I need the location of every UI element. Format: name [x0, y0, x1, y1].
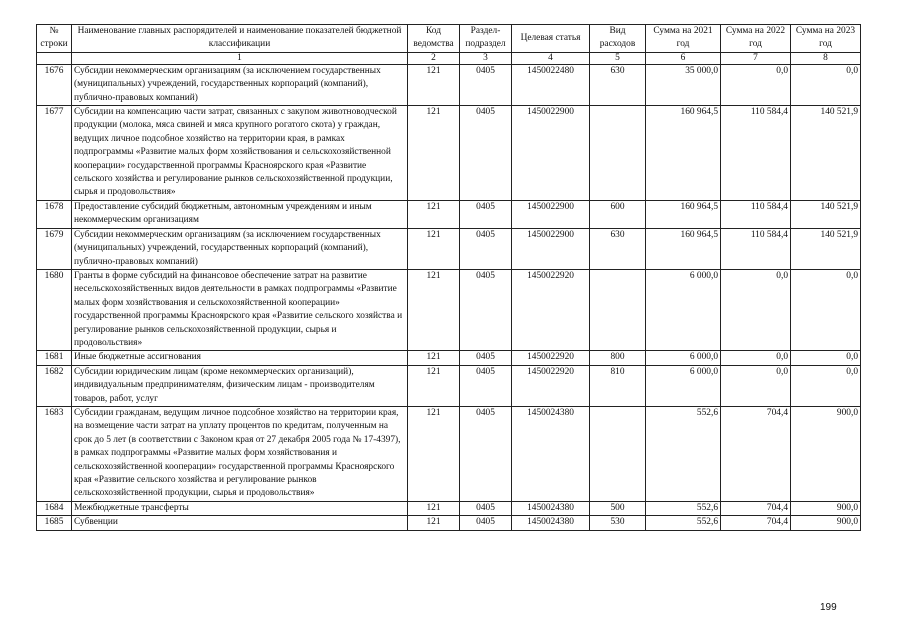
header-section: Раздел-подраздел [460, 25, 512, 53]
row-number: 1677 [37, 106, 72, 201]
row-expense-type: 800 [590, 351, 646, 365]
row-number: 1676 [37, 64, 72, 105]
row-sum-2021: 552,6 [646, 516, 721, 530]
page-number: 199 [820, 602, 837, 613]
row-sum-2023: 140 521,9 [791, 228, 861, 269]
row-dept-code: 121 [408, 516, 460, 530]
table-row [37, 269, 861, 350]
row-name: Предоставление субсидий бюджетным, автономным учреждениям и иным некоммерческим организациям [72, 200, 408, 228]
row-dept-code: 121 [408, 406, 460, 501]
table-row [37, 200, 861, 228]
row-section: 0405 [460, 269, 512, 350]
row-number: 1681 [37, 351, 72, 365]
row-sum-2022: 0,0 [721, 269, 791, 350]
row-section: 0405 [460, 106, 512, 201]
row-number: 1680 [37, 269, 72, 350]
column-number: 1 [72, 52, 408, 64]
row-dept-code: 121 [408, 64, 460, 105]
row-sum-2021: 6 000,0 [646, 365, 721, 406]
row-sum-2022: 110 584,4 [721, 200, 791, 228]
row-expense-type: 500 [590, 501, 646, 515]
row-expense-type: 630 [590, 228, 646, 269]
row-sum-2021: 552,6 [646, 501, 721, 515]
column-number: 5 [590, 52, 646, 64]
column-number-row [37, 52, 861, 64]
row-target-article: 1450024380 [512, 501, 590, 515]
row-name: Субсидии некоммерческим организациям (за исключением государственных (муниципальных) учреждений, государственных корпораций (компаний), публично-правовых компаний) [72, 64, 408, 105]
row-sum-2022: 704,4 [721, 501, 791, 515]
table-header [37, 25, 861, 65]
row-target-article: 1450022900 [512, 200, 590, 228]
row-name: Субвенции [72, 516, 408, 530]
row-name: Субсидии гражданам, ведущим личное подсобное хозяйство на территории края, на возмещение части затрат на уплату процентов по кредитам, полученным на срок до 5 лет (в соответствии с Законом края от 27 декабря 2005 года № 17-4397), в рамках подпрограммы «Развитие малых форм хозяйствования и сельскохозяйственной кооперации» государственной программы Красноярского края «Развитие сельского хозяйства и регулирование рынков сельскохозяйственной продукции, сырья и продовольствия» [72, 406, 408, 501]
row-target-article: 1450022920 [512, 351, 590, 365]
column-number: 8 [791, 52, 861, 64]
row-sum-2022: 110 584,4 [721, 228, 791, 269]
header-sum-2021: Сумма на 2021 год [646, 25, 721, 53]
column-number: 7 [721, 52, 791, 64]
header-expense-type: Вид расходов [590, 25, 646, 53]
row-dept-code: 121 [408, 200, 460, 228]
row-number: 1678 [37, 200, 72, 228]
row-section: 0405 [460, 365, 512, 406]
row-number: 1679 [37, 228, 72, 269]
row-target-article: 1450022900 [512, 228, 590, 269]
row-dept-code: 121 [408, 351, 460, 365]
row-expense-type: 530 [590, 516, 646, 530]
row-sum-2021: 160 964,5 [646, 228, 721, 269]
table-row [37, 406, 861, 501]
row-sum-2021: 6 000,0 [646, 351, 721, 365]
row-sum-2023: 0,0 [791, 64, 861, 105]
row-dept-code: 121 [408, 106, 460, 201]
row-name: Иные бюджетные ассигнования [72, 351, 408, 365]
row-sum-2021: 35 000,0 [646, 64, 721, 105]
row-target-article: 1450022480 [512, 64, 590, 105]
row-target-article: 1450022920 [512, 365, 590, 406]
row-section: 0405 [460, 501, 512, 515]
row-sum-2022: 704,4 [721, 406, 791, 501]
header-name: Наименование главных распорядителей и наименование показателей бюджетной классификации [72, 25, 408, 53]
row-sum-2023: 0,0 [791, 365, 861, 406]
column-number: 6 [646, 52, 721, 64]
row-name: Субсидии на компенсацию части затрат, связанных с закупом животноводческой продукции (молока, мяса свиней и мяса крупного рогатого скота) у граждан, ведущих личное подсобное хозяйство на территории края, в рамках подпрограммы «Развитие малых форм хозяйствования и сельскохозяйственной кооперации» государственной программы Красноярского края «Развитие сельского хозяйства и регулирование рынков сельскохозяйственной продукции, сырья и продовольствия» [72, 106, 408, 201]
row-sum-2022: 0,0 [721, 64, 791, 105]
row-section: 0405 [460, 200, 512, 228]
row-name: Субсидии некоммерческим организациям (за исключением государственных (муниципальных) учреждений, государственных корпораций (компаний), публично-правовых компаний) [72, 228, 408, 269]
row-dept-code: 121 [408, 228, 460, 269]
row-sum-2022: 704,4 [721, 516, 791, 530]
header-target-article: Целевая статья [512, 25, 590, 53]
row-number: 1684 [37, 501, 72, 515]
table-row [37, 351, 861, 365]
budget-table [36, 24, 861, 531]
table-body [37, 64, 861, 530]
row-expense-type [590, 269, 646, 350]
row-section: 0405 [460, 228, 512, 269]
column-number: 3 [460, 52, 512, 64]
row-sum-2022: 110 584,4 [721, 106, 791, 201]
row-sum-2021: 6 000,0 [646, 269, 721, 350]
table-row [37, 228, 861, 269]
row-name: Субсидии юридическим лицам (кроме некоммерческих организаций), индивидуальным предпринимателям, физическим лицам - производителям товаров, работ, услуг [72, 365, 408, 406]
row-sum-2023: 140 521,9 [791, 200, 861, 228]
table-row [37, 516, 861, 530]
row-sum-2022: 0,0 [721, 351, 791, 365]
row-expense-type [590, 406, 646, 501]
row-expense-type [590, 106, 646, 201]
row-sum-2023: 900,0 [791, 406, 861, 501]
table-row [37, 64, 861, 105]
row-target-article: 1450022920 [512, 269, 590, 350]
column-number [37, 52, 72, 64]
row-target-article: 1450022900 [512, 106, 590, 201]
table-row [37, 365, 861, 406]
row-name: Гранты в форме субсидий на финансовое обеспечение затрат на развитие несельскохозяйственных видов деятельности в рамках подпрограммы «Развитие малых форм хозяйствования и сельскохозяйственной кооперации» государственной программы Красноярского края «Развитие сельского хозяйства и регулирование рынков сельскохозяйственной продукции, сырья и продовольствия» [72, 269, 408, 350]
row-number: 1685 [37, 516, 72, 530]
row-name: Межбюджетные трансферты [72, 501, 408, 515]
table-row [37, 106, 861, 201]
row-target-article: 1450024380 [512, 406, 590, 501]
header-dept-code: Код ведомства [408, 25, 460, 53]
row-sum-2023: 0,0 [791, 351, 861, 365]
row-sum-2023: 0,0 [791, 269, 861, 350]
row-section: 0405 [460, 406, 512, 501]
row-sum-2021: 552,6 [646, 406, 721, 501]
row-target-article: 1450024380 [512, 516, 590, 530]
row-expense-type: 630 [590, 64, 646, 105]
column-number: 4 [512, 52, 590, 64]
table-row [37, 501, 861, 515]
row-expense-type: 810 [590, 365, 646, 406]
header-row-no: № строки [37, 25, 72, 53]
row-sum-2021: 160 964,5 [646, 200, 721, 228]
row-number: 1682 [37, 365, 72, 406]
row-sum-2022: 0,0 [721, 365, 791, 406]
row-sum-2023: 900,0 [791, 516, 861, 530]
column-number: 2 [408, 52, 460, 64]
header-sum-2023: Сумма на 2023 год [791, 25, 861, 53]
row-dept-code: 121 [408, 501, 460, 515]
row-dept-code: 121 [408, 365, 460, 406]
row-section: 0405 [460, 64, 512, 105]
row-dept-code: 121 [408, 269, 460, 350]
row-section: 0405 [460, 351, 512, 365]
row-expense-type: 600 [590, 200, 646, 228]
row-sum-2023: 900,0 [791, 501, 861, 515]
row-sum-2021: 160 964,5 [646, 106, 721, 201]
header-sum-2022: Сумма на 2022 год [721, 25, 791, 53]
row-section: 0405 [460, 516, 512, 530]
row-number: 1683 [37, 406, 72, 501]
row-sum-2023: 140 521,9 [791, 106, 861, 201]
